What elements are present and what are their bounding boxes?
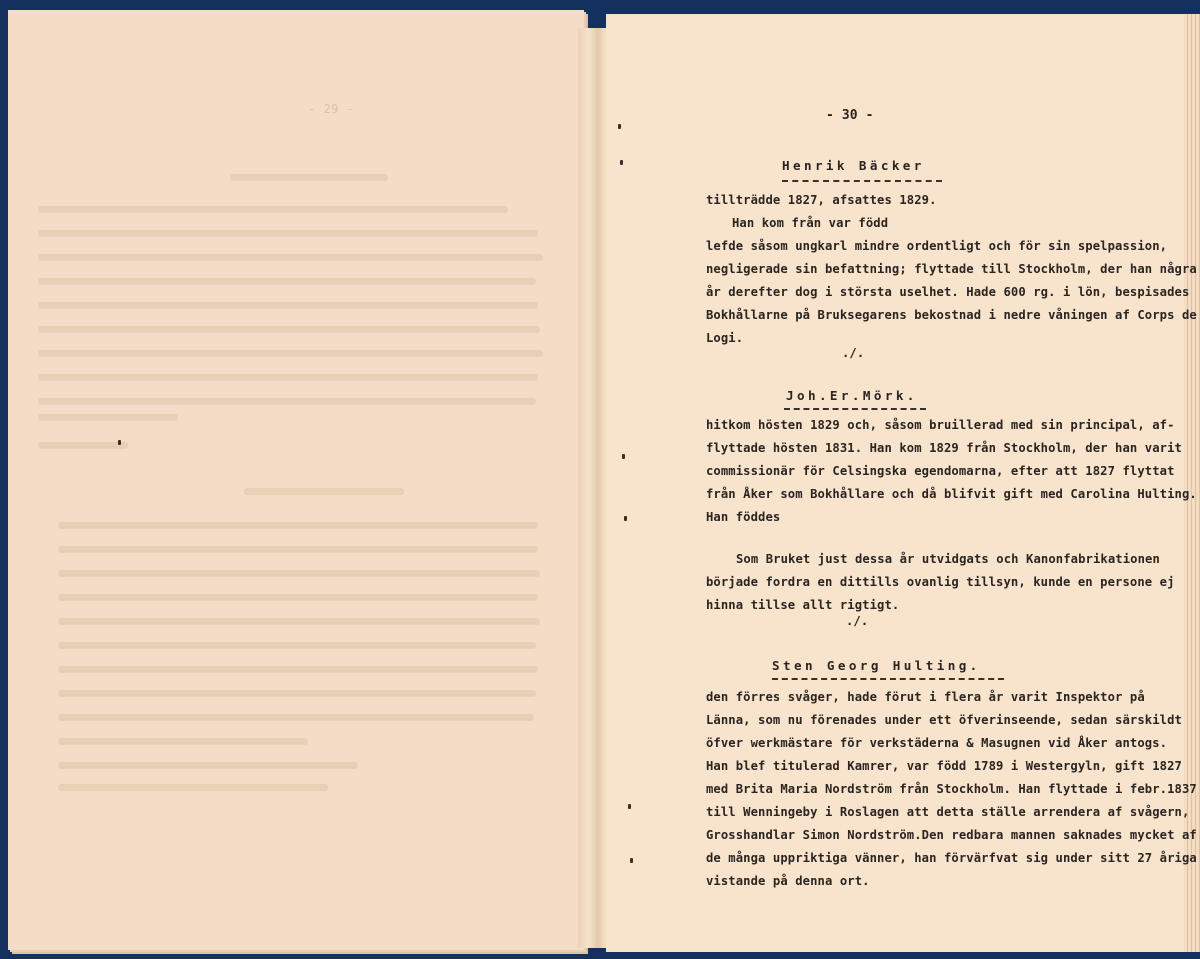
text-line: hitkom hösten 1829 och, såsom bruillerad med sin principal, af- bbox=[706, 418, 1175, 432]
left-faint-line bbox=[58, 738, 308, 745]
text-line: de många uppriktiga vänner, han förvärfvat sig under sitt 27 åriga bbox=[706, 851, 1197, 865]
text-line: började fordra en dittills ovanlig tillsyn, kunde en persone ej bbox=[706, 575, 1175, 589]
left-faint-line bbox=[38, 302, 538, 309]
left-faint-line bbox=[58, 762, 358, 769]
text-line: vistande på denna ort. bbox=[706, 874, 870, 888]
text-line: den förres svåger, hade förut i flera år varit Inspektor på bbox=[706, 690, 1145, 704]
left-faint-heading bbox=[230, 174, 388, 181]
section-heading: Henrik Bäcker bbox=[782, 158, 925, 173]
left-faint-line bbox=[58, 714, 534, 721]
text-line: negligerade sin befattning; flyttade till Stockholm, der han några bbox=[706, 262, 1197, 276]
separator: ./. bbox=[842, 346, 865, 360]
left-faint-line bbox=[38, 230, 538, 237]
text-line: öfver werkmästare för verkstäderna & Masugnen vid Åker antogs. bbox=[706, 736, 1168, 750]
text-line: Han kom från var född bbox=[732, 216, 889, 230]
left-faint-line bbox=[58, 666, 538, 673]
binding-hole bbox=[618, 124, 621, 129]
text-line: hinna tillse allt rigtigt. bbox=[706, 598, 900, 612]
heading-underline bbox=[784, 408, 926, 410]
section-heading: Sten Georg Hulting. bbox=[772, 658, 981, 673]
left-faint-line bbox=[38, 206, 508, 213]
binding-hole bbox=[620, 160, 623, 165]
binding-hole bbox=[628, 804, 631, 809]
left-faint-line bbox=[38, 398, 536, 405]
left-faint-line bbox=[58, 594, 538, 601]
left-faint-line bbox=[38, 350, 543, 357]
left-faint-line bbox=[38, 254, 543, 261]
separator: ./. bbox=[846, 614, 869, 628]
text-line: tillträdde 1827, afsattes 1829. bbox=[706, 193, 937, 207]
text-line: år derefter dog i största uselhet. Hade 600 rg. i lön, bespisades bbox=[706, 285, 1190, 299]
binding-hole bbox=[630, 858, 633, 863]
text-line: till Wenningeby i Roslagen att detta ställe arrendera af svågern, bbox=[706, 805, 1190, 819]
page-number: - 30 - bbox=[826, 108, 874, 123]
text-line: Länna, som nu förenades under ett öfverinseende, sedan särskildt bbox=[706, 713, 1182, 727]
binding-hole bbox=[622, 454, 625, 459]
left-faint-line bbox=[58, 784, 328, 791]
left-faint-line bbox=[38, 442, 128, 449]
text-line: Bokhållarne på Bruksegarens bekostnad i nedre våningen af Corps de bbox=[706, 308, 1197, 322]
text-line: lefde såsom ungkarl mindre ordentligt och för sin spelpassion, bbox=[706, 239, 1168, 253]
text-line: Han blef titulerad Kamrer, var född 1789 i Westergyln, gift 1827 bbox=[706, 759, 1182, 773]
text-line: från Åker som Bokhållare och då blifvit gift med Carolina Hulting. bbox=[706, 487, 1197, 501]
text-line: Han föddes bbox=[706, 510, 781, 524]
binding-hole bbox=[624, 516, 627, 521]
text-line: med Brita Maria Nordström från Stockholm. Han flyttade i febr.1837 bbox=[706, 782, 1197, 796]
left-faint-line bbox=[38, 374, 538, 381]
binding-hole bbox=[118, 440, 121, 445]
text-line: Som Bruket just dessa år utvidgats och Kanonfabrikationen bbox=[736, 552, 1160, 566]
left-page bbox=[8, 10, 584, 950]
left-faint-line bbox=[58, 522, 538, 529]
left-faint-line bbox=[38, 414, 178, 421]
left-faint-line bbox=[58, 546, 538, 553]
text-line: Logi. bbox=[706, 331, 744, 345]
left-faint-line bbox=[58, 618, 540, 625]
left-faint-line bbox=[58, 690, 536, 697]
left-faint-line bbox=[58, 642, 536, 649]
left-faint-line bbox=[38, 278, 536, 285]
left-faint-line bbox=[58, 570, 540, 577]
heading-underline bbox=[782, 180, 942, 182]
text-line: flyttade hösten 1831. Han kom 1829 från Stockholm, der han varit bbox=[706, 441, 1182, 455]
heading-underline bbox=[772, 678, 1004, 680]
left-page-number: - 29 - bbox=[308, 102, 355, 116]
text-line: Grosshandlar Simon Nordström.Den redbara mannen saknades mycket af bbox=[706, 828, 1197, 842]
left-faint-line bbox=[38, 326, 540, 333]
text-line: commissionär för Celsingska egendomarna, efter att 1827 flyttat bbox=[706, 464, 1175, 478]
section-heading: Joh.Er.Mörk. bbox=[786, 388, 918, 403]
left-faint-heading bbox=[244, 488, 404, 495]
